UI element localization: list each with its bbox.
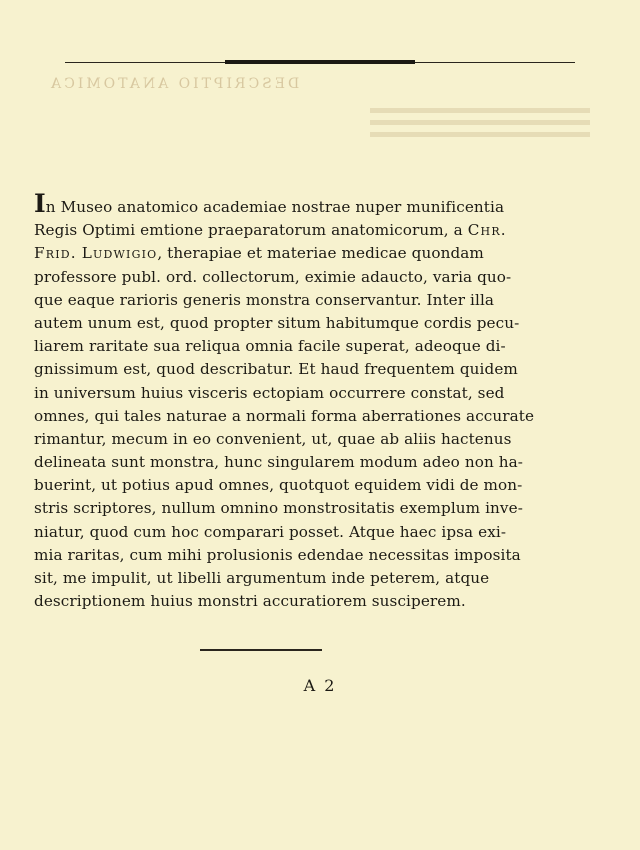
- text-line: Frid. Ludwigio, therapiae et materiae medicae quondam: [34, 244, 484, 263]
- top-rule: [65, 60, 575, 65]
- show-through-heading: DESCRIPTIO ANATOMICA: [48, 76, 300, 92]
- text-line: In Museo anatomico academiae nostrae nuper munificentia: [34, 189, 505, 218]
- text-line: in universum huius visceris ectopiam occurrere constat, sed: [34, 383, 505, 402]
- show-through-text: [0, 0, 640, 140]
- name-frid: Frid.: [34, 244, 77, 263]
- signature-mark: A 2: [303, 676, 337, 695]
- text-line: mia raritas, cum mihi prolusionis edendae necessitas imposita: [34, 545, 521, 564]
- text-line: professore publ. ord. collectorum, eximie adaucto, varia quo-: [34, 267, 512, 286]
- text-line: que eaque rarioris generis monstra conservantur. Inter illa: [34, 290, 495, 309]
- initial-letter: I: [34, 189, 46, 218]
- body-paragraph: [34, 189, 535, 613]
- text-line: sit, me impulit, ut libelli argumentum inde peterem, atque: [34, 569, 490, 587]
- text-line: buerint, ut potius apud omnes, quotquot equidem vidi de mon-: [34, 476, 523, 495]
- bottom-rule: [200, 649, 322, 651]
- show-through-lines: [370, 108, 590, 137]
- text-line: rimantur, mecum in eo convenient, ut, quae ab aliis hactenus: [34, 429, 512, 448]
- text-line: descriptionem huius monstri accuratiorem susciperem.: [34, 592, 466, 611]
- text-line: niatur, quod cum hoc comparari posset. Atque haec ipsa exi-: [34, 522, 507, 541]
- text-line: Regis Optimi emtione praeparatorum anatomicorum, a Chr.: [34, 221, 507, 240]
- name-chr: Chr.: [467, 221, 507, 240]
- text-line: stris scriptores, nullum omnino monstrositatis exemplum inve-: [34, 499, 523, 518]
- text-line: gnissimum est, quod describatur. Et haud frequentem quidem: [34, 360, 518, 379]
- text-line: delineata sunt monstra, hunc singularem modum adeo non ha-: [34, 453, 524, 472]
- text-line: liarem raritate sua reliqua omnia facile superat, adeoque di-: [34, 337, 506, 356]
- name-ludwigio: Ludwigio: [81, 244, 158, 263]
- text-line: autem unum est, quod propter situm habitumque cordis pecu-: [34, 313, 520, 332]
- text-line: omnes, qui tales naturae a normali forma aberrationes accurate: [34, 406, 535, 425]
